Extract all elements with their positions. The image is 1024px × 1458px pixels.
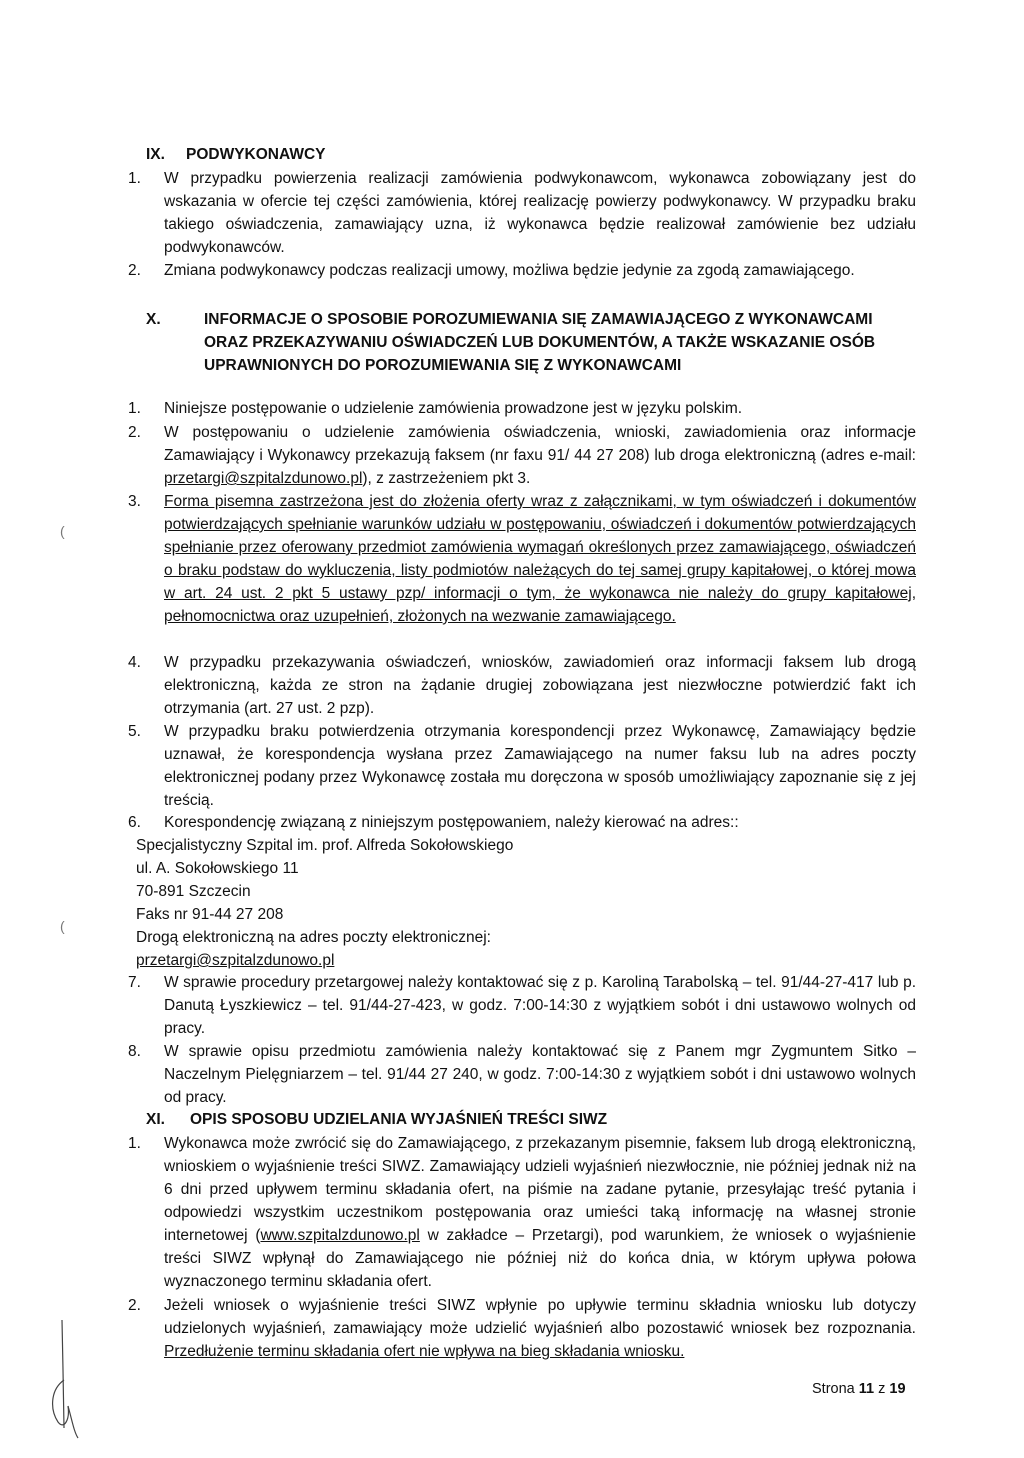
item-number: 1. bbox=[128, 1135, 141, 1152]
item-text-part: Wykonawca może zwrócić się do Zamawiającego, z przekazanym pisemnie, faksem lub drogą elektroniczną, wnioskiem o wyjaśnienie treści SIWZ. Zamawiający udzieli wyjaśnień niezwłocznie, nie później jednak niż na 6 dni przed upływem terminu składania ofert, na piśmie na zadane pytanie, przesyłając treść pytania i odpowiedzi wszystkim uczestnikom postępowania oraz umieści taką informację na własnej stronie internetowej ( bbox=[164, 1135, 916, 1244]
footer-separator: z bbox=[878, 1381, 886, 1397]
section-x-title: INFORMACJE O SPOSOBIE POROZUMIEWANIA SIĘ ZAMAWIAJĄCEGO Z WYKONAWCAMI ORAZ PRZEKAZYWANIU OŚWIADCZEŃ LUB DOKUMENTÓW, A TAKŻE WSKAZANIE OSÓB UPRAWNIONYCH DO POROZUMIEWANIA SIĘ Z WYKONAWCAMI bbox=[204, 311, 876, 374]
item-text-part: Jeżeli wniosek o wyjaśnienie treści SIWZ wpłynie po upływie terminu składnia wniosku lub dotyczy udzielonych wyjaśnień, zamawiający może udzielić wyjaśnień albo pozostawić wniosek bez rozpoznania. bbox=[164, 1297, 916, 1337]
address-fax: Faks nr 91-44 27 208 bbox=[136, 906, 284, 923]
x-item-1 bbox=[128, 397, 916, 420]
item-text: W przypadku przekazywania oświadczeń, wniosków, zawiadomień oraz informacji faksem lub drogą elektroniczną, każda ze stron na żądanie drugiej zobowiązana jest niezwłoczne potwierdzić fakt ich otrzymania (art. 27 ust. 2 pzp). bbox=[164, 654, 916, 717]
x-item-4 bbox=[128, 651, 916, 720]
website-link[interactable]: www.szpitalzdunowo.pl bbox=[260, 1227, 420, 1244]
item-text: Zmiana podwykonawcy podczas realizacji umowy, możliwa będzie jedynie za zgodą zamawiającego. bbox=[164, 262, 855, 279]
xi-item-1 bbox=[128, 1132, 916, 1293]
section-xi-title: OPIS SPOSOBU UDZIELANIA WYJAŚNIEŃ TREŚCI SIWZ bbox=[190, 1111, 608, 1128]
page-number-footer bbox=[812, 1378, 906, 1401]
item-number: 2. bbox=[128, 1297, 141, 1314]
x-item-7 bbox=[128, 971, 916, 1040]
item-number: 1. bbox=[128, 400, 141, 417]
x-item-3 bbox=[128, 490, 916, 628]
x-item-8 bbox=[128, 1040, 916, 1109]
item-number: 6. bbox=[128, 814, 141, 831]
x-item-5 bbox=[128, 720, 916, 812]
item-text: Korespondencję związaną z niniejszym postępowaniem, należy kierować na adres:: bbox=[164, 814, 739, 831]
item-text: W sprawie procedury przetargowej należy kontaktować się z p. Karoliną Tarabolską – tel. 91/44-27-417 lub p. Danutą Łyszkiewicz – tel. 91/44-27-423, w godz. 7:00-14:30 z wyjątkiem sobót i dni ustawowo wolnych od pracy. bbox=[164, 974, 916, 1037]
item-text: Niniejsze postępowanie o udzielenie zamówienia prowadzone jest w języku polskim. bbox=[164, 400, 743, 417]
item-text-part: ), z zastrzeżeniem pkt 3. bbox=[362, 470, 531, 487]
item-text-part: w zakładce – Przetargi), pod warunkiem, że wniosek o wyjaśnienie treści SIWZ wpłynął do Zamawiającego nie później niż do końca dnia, w którym upływa połowa wyznaczonego terminu składania ofert. bbox=[164, 1227, 916, 1290]
section-xi-heading bbox=[146, 1108, 607, 1131]
handwritten-initials bbox=[40, 1310, 80, 1440]
item-number: 7. bbox=[128, 974, 141, 991]
footer-current-page: 11 bbox=[858, 1381, 875, 1397]
footer-label: Strona bbox=[812, 1381, 855, 1397]
address-email-link[interactable]: przetargi@szpitalzdunowo.pl bbox=[136, 952, 335, 969]
section-ix-heading bbox=[146, 143, 326, 166]
margin-bracket-mark: ( bbox=[60, 523, 65, 539]
item-number: 8. bbox=[128, 1043, 141, 1060]
email-link[interactable]: przetargi@szpitalzdunowo.pl bbox=[164, 470, 363, 487]
address-street: ul. A. Sokołowskiego 11 bbox=[136, 860, 299, 877]
address-city: 70-891 Szczecin bbox=[136, 883, 251, 900]
item-number: 5. bbox=[128, 723, 141, 740]
item-number: 1. bbox=[128, 170, 141, 187]
item-number: 3. bbox=[128, 493, 141, 510]
address-name: Specjalistyczny Szpital im. prof. Alfreda Sokołowskiego bbox=[136, 837, 514, 854]
xi-item-2 bbox=[128, 1294, 916, 1363]
section-x-number: X. bbox=[146, 311, 161, 328]
item-text-part: W postępowaniu o udzielenie zamówienia oświadczenia, wnioski, zawiadomienia oraz informacje Zamawiający i Wykonawcy przekazują faksem (nr faxu 91/ 44 27 208) lub droga elektroniczną (adres e-mail: bbox=[164, 424, 916, 464]
section-xi-number: XI. bbox=[146, 1111, 165, 1128]
item-text bbox=[164, 421, 916, 490]
item-text-underlined: Przedłużenie terminu składania ofert nie wpływa na bieg składania wniosku. bbox=[164, 1343, 685, 1360]
item-number: 2. bbox=[128, 262, 141, 279]
ix-item-2 bbox=[128, 259, 916, 282]
margin-bracket-mark: ( bbox=[60, 918, 65, 934]
address-email-label: Drogą elektroniczną na adres poczty elektronicznej: bbox=[136, 929, 491, 946]
item-number: 2. bbox=[128, 424, 141, 441]
item-text: Forma pisemna zastrzeżona jest do złożenia oferty wraz z załącznikami, w tym oświadczeń i dokumentów potwierdzających spełnianie warunków udziału w postępowaniu, oświadczeń i dokumentów potwierdzających spełnianie przez oferowany przedmiot zamówienia wymagań określonych przez zamawiającego, oświadczeń o braku podstaw do wykluczenia, listy podmiotów należących do tej samej grupy kapitałowej, o której mowa w art. 24 ust. 2 pkt 5 ustawy pzp/ informacji o tym, że wykonawca nie należy do grupy kapitałowej, pełnomocnictwa oraz uzupełnień, złożonych na wezwanie zamawiającego. bbox=[164, 493, 916, 625]
item-number: 4. bbox=[128, 654, 141, 671]
item-text bbox=[164, 1294, 916, 1363]
ix-item-1 bbox=[128, 167, 916, 259]
item-text: W przypadku powierzenia realizacji zamówienia podwykonawcom, wykonawca zobowiązany jest do wskazania w ofercie tej części zamówienia, której realizację powierzy podwykonawcy. W przypadku braku takiego oświadczenia, zamawiający uzna, iż wykonawca będzie realizował zamówienie bez udziału podwykonawców. bbox=[164, 170, 916, 256]
x-item-6 bbox=[128, 811, 916, 972]
address-block bbox=[136, 834, 916, 972]
item-text bbox=[164, 1132, 916, 1293]
section-ix-title: PODWYKONAWCY bbox=[186, 146, 326, 163]
section-ix-number: IX. bbox=[146, 146, 165, 163]
section-x-heading bbox=[146, 308, 882, 377]
item-text: W przypadku braku potwierdzenia otrzymania korespondencji przez Wykonawcę, Zamawiający będzie uznawał, że korespondencja wysłana przez Zamawiającego na numer faksu lub na adres poczty elektronicznej podany przez Wykonawcę została mu doręczona w sposób umożliwiający zapoznanie się z jej treścią. bbox=[164, 723, 916, 809]
footer-total-pages: 19 bbox=[889, 1381, 906, 1397]
item-text: W sprawie opisu przedmiotu zamówienia należy kontaktować się z Panem mgr Zygmuntem Sitko – Naczelnym Pielęgniarzem – tel. 91/44 27 240, w godz. 7:00-14:30 z wyjątkiem sobót i dni ustawowo wolnych od pracy. bbox=[164, 1043, 916, 1106]
x-item-2 bbox=[128, 421, 916, 490]
